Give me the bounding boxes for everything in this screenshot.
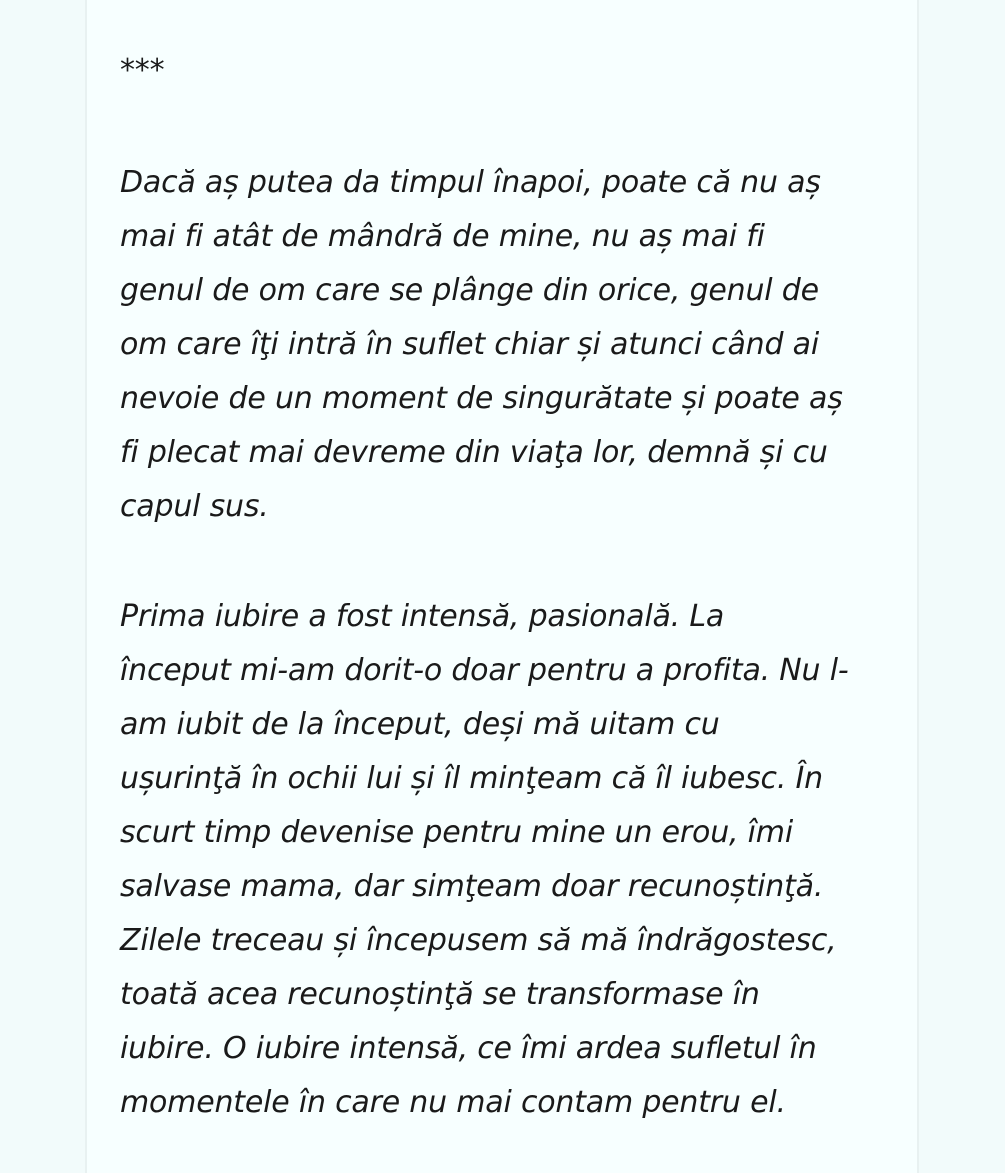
paragraph-line: capul sus. <box>120 489 269 524</box>
paragraph-line: momentele în care nu mai contam pentru el. <box>120 1085 786 1120</box>
section-separator <box>120 44 900 98</box>
paragraph-line: om care îţi intră în suflet chiar și atunci când ai <box>120 327 819 362</box>
paragraph-line: iubire. O iubire intensă, ce îmi ardea sufletul în <box>120 1031 817 1066</box>
paragraph-line: Prima iubire a fost intensă, pasională. La <box>120 599 725 634</box>
paragraph-line: mai fi atât de mândră de mine, nu aș mai fi <box>120 219 765 254</box>
paragraph-line: toată acea recunoștinţă se transformase în <box>120 977 760 1012</box>
paragraph-line: am iubit de la început, deși mă uitam cu <box>120 707 720 742</box>
paragraph-line: nevoie de un moment de singurătate și poate aș <box>120 381 843 416</box>
paragraph-line: ușurinţă în ochii lui și îl minţeam că îl iubesc. În <box>120 761 823 796</box>
paragraph-line: început mi-am dorit-o doar pentru a profita. Nu l- <box>120 653 849 688</box>
paragraph-line: salvase mama, dar simţeam doar recunoștinţă. <box>120 869 824 904</box>
separator-text: *** <box>120 53 165 88</box>
paragraph-line: fi plecat mai devreme din viaţa lor, demnă și cu <box>120 435 828 470</box>
paragraph-2 <box>120 590 900 1130</box>
paragraph-line: genul de om care se plânge din orice, genul de <box>120 273 819 308</box>
paragraph-line: Dacă aș putea da timpul înapoi, poate că nu aș <box>120 165 821 200</box>
paragraph-line: scurt timp devenise pentru mine un erou, îmi <box>120 815 793 850</box>
paragraph-1 <box>120 156 900 534</box>
paragraph-line: Zilele treceau și începusem să mă îndrăgostesc, <box>120 923 837 958</box>
